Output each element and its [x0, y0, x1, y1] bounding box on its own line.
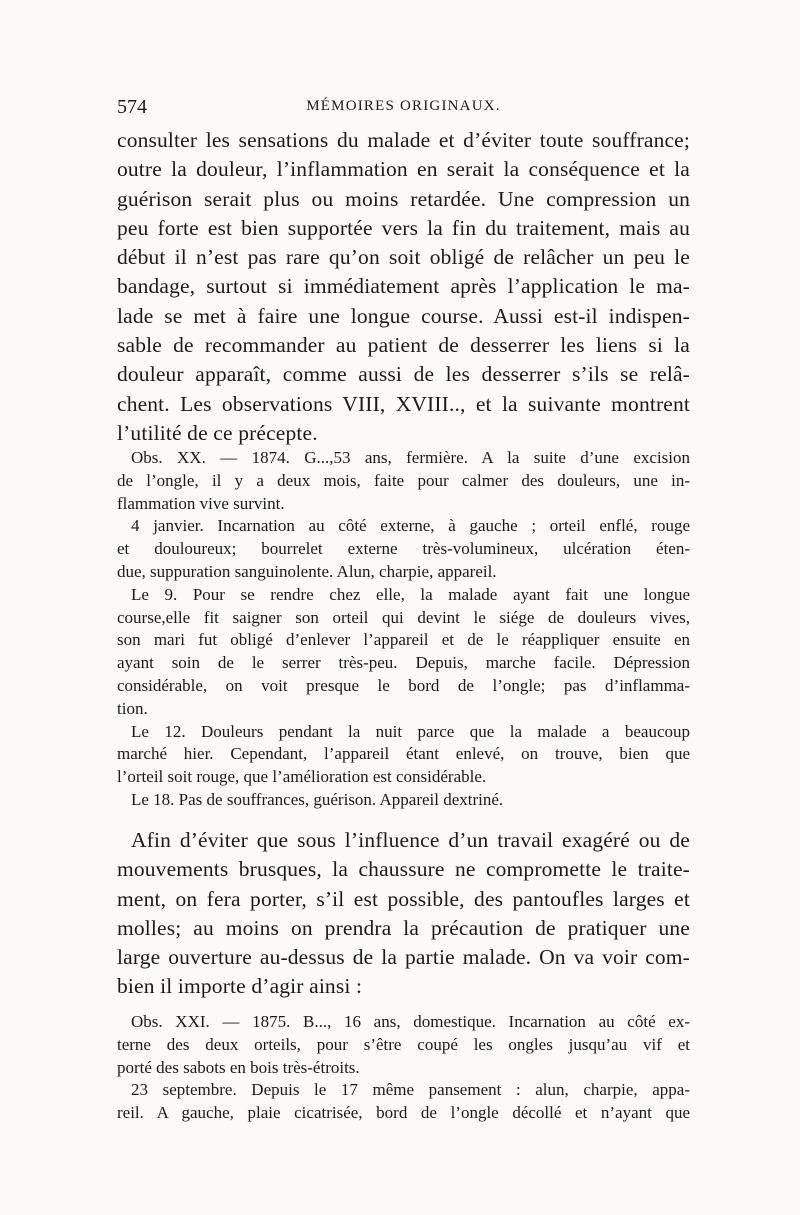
- text-line: tion.: [117, 698, 148, 718]
- text-line: Afin d’éviter que sous l’influence d’un travail exagéré ou de: [131, 828, 690, 852]
- text-line: considérable, on voit presque le bord de l’ongle; pas d’inflamma-: [117, 675, 690, 695]
- text-line: l’utilité de ce précepte.: [117, 420, 318, 445]
- text-line: chent. Les observations VIII, XVIII.., et la suivante montrent: [117, 391, 690, 416]
- text-line: consulter les sensations du malade et d’éviter toute souffrance;: [117, 128, 690, 152]
- text-line: sable de recommander au patient de desserrer les liens si la: [117, 333, 690, 358]
- page-header: [117, 96, 690, 122]
- text-line: début il n’est pas rare qu’on soit obligé de relâcher un peu le: [117, 245, 690, 270]
- text-line: mouvements brusques, la chaussure ne compromette le traite-: [117, 857, 690, 882]
- text-line: bandage, surtout si immédiatement après l’application le ma-: [117, 274, 690, 299]
- text-line: molles; au moins on prendra la précaution de pratiquer une: [117, 915, 690, 940]
- text-line: lade se met à faire une longue course. Aussi est-il indispen-: [117, 303, 690, 328]
- paragraph-compression: [117, 126, 690, 448]
- text-line: flammation vive survint.: [117, 493, 285, 513]
- text-line: son mari fut obligé d’enlever l’appareil et de le réappliquer ensuite en: [117, 630, 690, 650]
- text-line: l’orteil soit rouge, que l’amélioration est considérable.: [117, 767, 487, 787]
- observation-xxi: [117, 1011, 690, 1125]
- text-line: outre la douleur, l’inflammation en serait la conséquence et la: [117, 157, 690, 182]
- text-line: de l’ongle, il y a deux mois, faite pour calmer des douleurs, une in-: [117, 470, 690, 490]
- text-line: 23 septembre. Depuis le 17 même pansement : alun, charpie, appa-: [131, 1080, 690, 1100]
- text-line: Le 9. Pour se rendre chez elle, la malade ayant fait une longue: [131, 584, 690, 604]
- page-number: 574: [117, 96, 147, 118]
- text-line: 4 janvier. Incarnation au côté externe, à gauche ; orteil enflé, rouge: [131, 516, 690, 536]
- running-title: MÉMOIRES ORIGINAUX.: [306, 98, 501, 114]
- text-line: ayant soin de le serrer très-peu. Depuis, marche facile. Dépression: [117, 653, 690, 673]
- text-line: bien il importe d’agir ainsi :: [117, 974, 363, 999]
- text-line: porté des sabots en bois très-étroits.: [117, 1057, 360, 1077]
- text-line: course,elle fit saigner son orteil qui devint le siége de douleurs vives,: [117, 607, 690, 627]
- paragraph-footwear: [117, 826, 690, 1002]
- text-line: terne des deux orteils, pour s’être coupé les ongles jusqu’au vif et: [117, 1034, 690, 1054]
- text-line: Le 18. Pas de souffrances, guérison. Appareil dextriné.: [131, 789, 504, 809]
- text-line: Obs. XX. — 1874. G...,53 ans, fermière. A la suite d’une excision: [131, 448, 690, 467]
- text-line: guérison serait plus ou moins retardée. Une compression un: [117, 186, 690, 211]
- text-line: Le 12. Douleurs pendant la nuit parce que la malade a beaucoup: [131, 721, 690, 741]
- text-line: large ouverture au-dessus de la partie malade. On va voir com-: [117, 945, 690, 970]
- observation-xx: [117, 447, 690, 812]
- text-line: reil. A gauche, plaie cicatrisée, bord de l’ongle décollé et n’ayant que: [117, 1103, 690, 1123]
- text-line: Obs. XXI. — 1875. B..., 16 ans, domestique. Incarnation au côté ex-: [131, 1012, 690, 1031]
- text-line: ment, on fera porter, s’il est possible, des pantoufles larges et: [117, 886, 690, 911]
- text-line: peu forte est bien supportée vers la fin du traitement, mais au: [117, 215, 690, 240]
- text-line: douleur apparaît, comme aussi de les desserrer s’ils se relâ-: [117, 362, 690, 387]
- text-line: marché hier. Cependant, l’appareil étant enlevé, on trouve, bien que: [117, 744, 690, 764]
- text-line: due, suppuration sanguinolente. Alun, charpie, appareil.: [117, 561, 497, 581]
- text-line: et douloureux; bourrelet externe très-volumineux, ulcération éten-: [117, 539, 690, 559]
